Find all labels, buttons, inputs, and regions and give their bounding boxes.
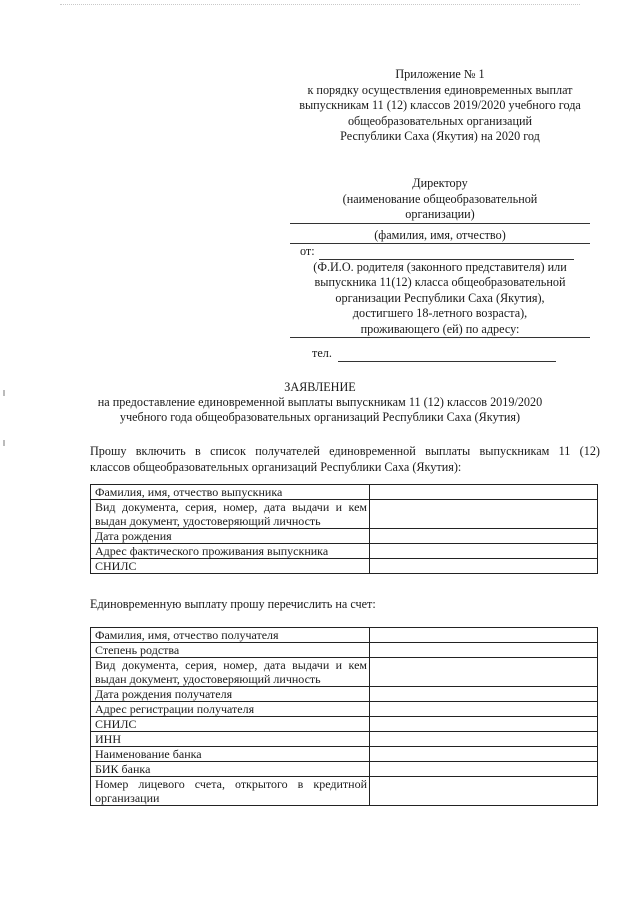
row-label: Фамилия, имя, отчество получателя	[91, 628, 370, 643]
row-label: Номер лицевого счета, открытого в кредитной организации	[91, 777, 370, 806]
table-row	[91, 559, 598, 574]
row-value-cell[interactable]	[370, 485, 598, 500]
table-row	[91, 732, 598, 747]
row-value-cell[interactable]	[370, 702, 598, 717]
table-row	[91, 702, 598, 717]
row-value-cell[interactable]	[370, 529, 598, 544]
table-row	[91, 658, 598, 687]
appendix-line: выпускникам 11 (12) классов 2019/2020 учебного года	[299, 98, 581, 112]
appendix-line: Приложение № 1	[395, 67, 485, 81]
row-value-cell[interactable]	[370, 732, 598, 747]
appendix-header	[280, 67, 600, 145]
row-label: БИК банка	[91, 762, 370, 777]
row-label: СНИЛС	[91, 559, 370, 574]
director-label: Директору	[412, 176, 468, 190]
row-label: Дата рождения получателя	[91, 687, 370, 702]
table-row	[91, 777, 598, 806]
from-row	[300, 244, 590, 260]
statement-subtitle: на предоставление единовременной выплаты выпускникам 11 (12) классов 2019/2020	[97, 395, 543, 409]
from-input-line[interactable]	[319, 247, 574, 260]
row-value-cell[interactable]	[370, 628, 598, 643]
table-row	[91, 628, 598, 643]
row-label: Дата рождения	[91, 529, 370, 544]
parent-line: организации Республики Саха (Якутия),	[335, 290, 545, 305]
table-row	[91, 500, 598, 529]
row-label: Адрес регистрации получателя	[91, 702, 370, 717]
row-value-cell[interactable]	[370, 559, 598, 574]
row-label: Наименование банка	[91, 747, 370, 762]
appendix-line: к порядку осуществления единовременных выплат	[307, 82, 573, 97]
table-row	[91, 687, 598, 702]
row-value-cell[interactable]	[370, 544, 598, 559]
parent-line: проживающего (ей) по адресу:	[290, 322, 590, 339]
table-row	[91, 529, 598, 544]
row-label: ИНН	[91, 732, 370, 747]
addressee-block	[290, 176, 590, 362]
table-row	[91, 762, 598, 777]
scan-artifact-left	[3, 440, 5, 446]
statement-heading	[40, 380, 600, 425]
row-value-cell[interactable]	[370, 762, 598, 777]
row-value-cell[interactable]	[370, 500, 598, 529]
row-value-cell[interactable]	[370, 687, 598, 702]
parent-line: достигшего 18-летного возраста),	[352, 306, 528, 320]
row-label: Адрес фактического проживания выпускника	[91, 544, 370, 559]
table-row	[91, 544, 598, 559]
fio-hint: (фамилия, имя, отчество)	[290, 228, 590, 245]
org-hint: организации)	[290, 207, 590, 224]
scan-artifact-left	[3, 390, 5, 396]
scan-artifact-top	[60, 4, 580, 8]
table-row	[91, 643, 598, 658]
row-value-cell[interactable]	[370, 747, 598, 762]
intro-line: Прошу включить в список получателей единовременной выплаты выпускникам 11 (12)	[90, 444, 600, 458]
graduate-table	[90, 484, 598, 574]
row-value-cell[interactable]	[370, 643, 598, 658]
table-row	[91, 717, 598, 732]
parent-line: (Ф.И.О. родителя (законного представителя) или	[313, 259, 567, 274]
table-row	[91, 485, 598, 500]
recipient-table	[90, 627, 598, 806]
tel-row	[312, 346, 590, 362]
row-value-cell[interactable]	[370, 717, 598, 732]
parent-line: выпускника 11(12) класса общеобразовательной	[314, 275, 566, 289]
row-label: Вид документа, серия, номер, дата выдачи и кем выдан документ, удостоверяющий личность	[91, 500, 370, 529]
tel-label: тел.	[312, 346, 332, 360]
statement-title: ЗАЯВЛЕНИЕ	[284, 380, 356, 394]
row-value-cell[interactable]	[370, 777, 598, 806]
intro-line: классов общеобразовательных организаций Республики Саха (Якутия):	[90, 460, 462, 474]
appendix-line: Республики Саха (Якутия) на 2020 год	[340, 129, 540, 143]
tel-input-line[interactable]	[338, 349, 556, 362]
table-row	[91, 747, 598, 762]
from-label: от:	[300, 244, 315, 258]
transfer-text: Единовременную выплату прошу перечислить на счет:	[90, 597, 376, 611]
row-label: Фамилия, имя, отчество выпускника	[91, 485, 370, 500]
row-value-cell[interactable]	[370, 658, 598, 687]
statement-subtitle: учебного года общеобразовательных организаций Республики Саха (Якутия)	[119, 410, 521, 424]
row-label: СНИЛС	[91, 717, 370, 732]
intro-paragraph	[90, 443, 600, 475]
row-label: Степень родства	[91, 643, 370, 658]
appendix-line: общеобразовательных организаций	[347, 113, 533, 128]
org-hint: (наименование общеобразовательной	[342, 191, 538, 206]
row-label: Вид документа, серия, номер, дата выдачи и кем выдан документ, удостоверяющий личность	[91, 658, 370, 687]
